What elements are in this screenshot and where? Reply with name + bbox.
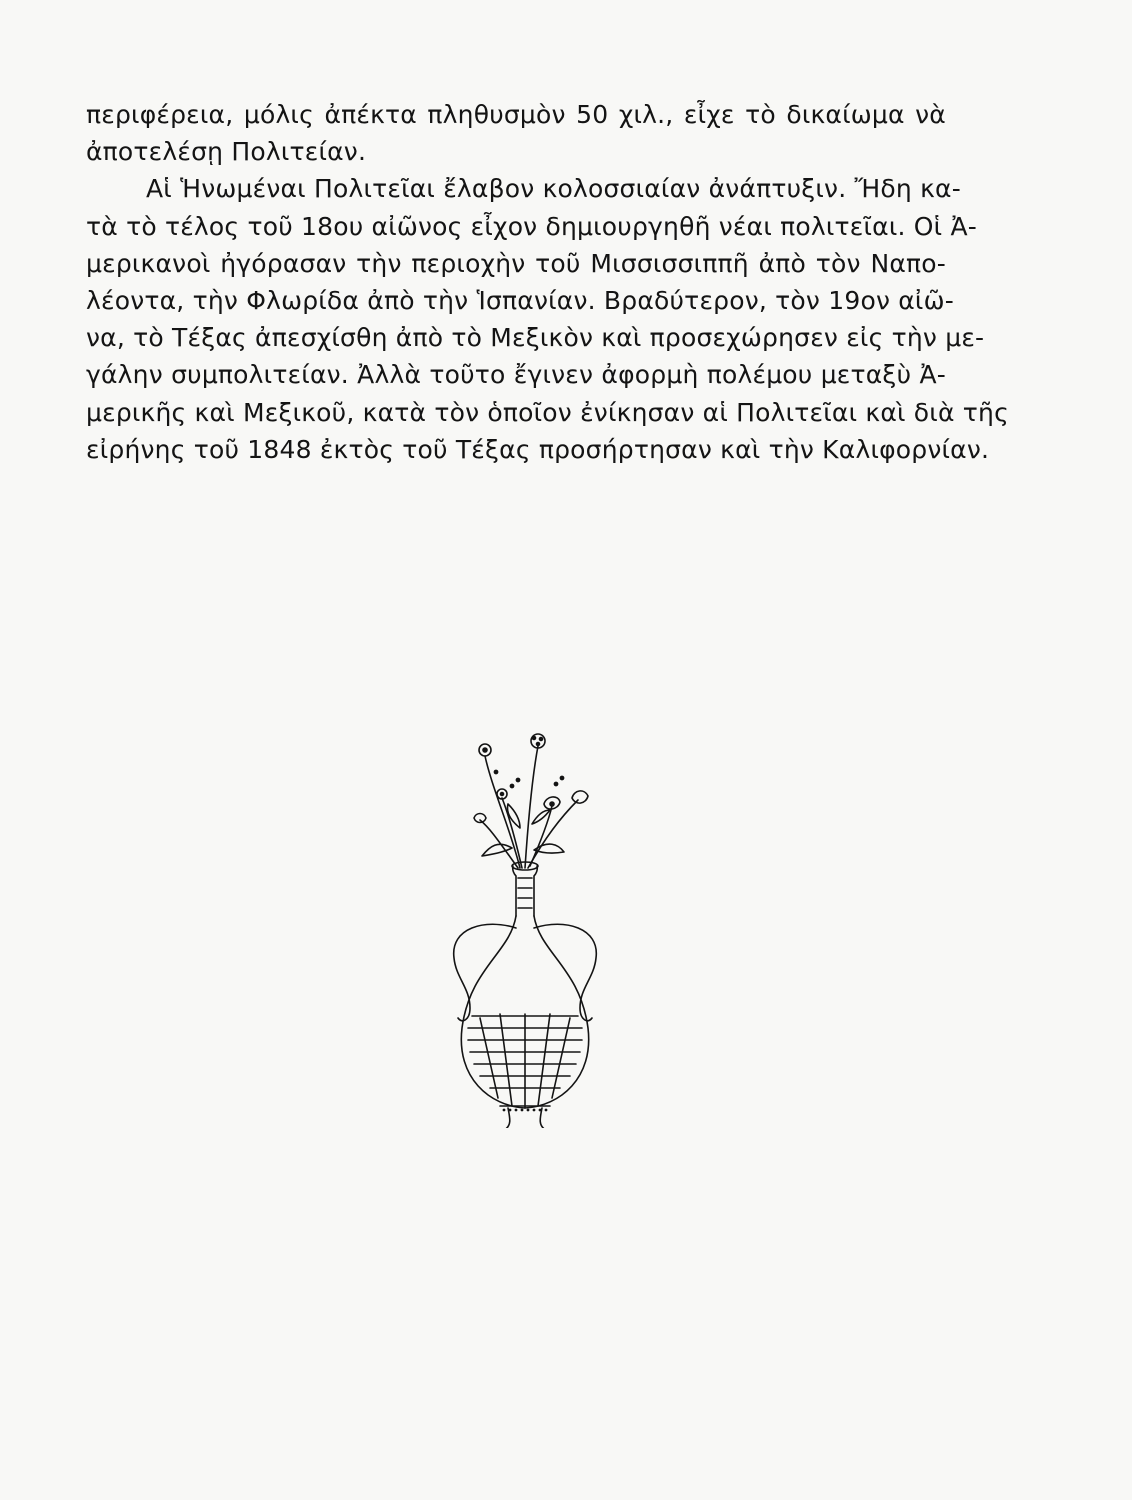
text-line: μερικῆς καὶ Μεξικοῦ, κατὰ τὸν ὁποῖον ἐνίκησαν αἱ Πολιτεῖαι καὶ διὰ τῆς bbox=[86, 397, 1009, 427]
text-line: εἰρήνης τοῦ 1848 ἐκτὸς τοῦ Τέξας προσήρτησαν καὶ τὴν Καλιφορνίαν. bbox=[86, 434, 990, 464]
body-text bbox=[86, 96, 1009, 468]
text-line: τὰ τὸ τέλος τοῦ 18ου αἰῶνος εἶχον δημιουργηθῆ νέαι πολιτεῖαι. Οἱ Ἀ- bbox=[86, 211, 977, 241]
text-line: περιφέρεια, μόλις ἀπέκτα πληθυσμὸν 50 χιλ., εἶχε τὸ δικαίωμα νὰ bbox=[86, 100, 946, 129]
text-line: ἀποτελέσῃ Πολιτείαν. bbox=[86, 137, 367, 167]
text-line: Αἱ Ἡνωμέναι Πολιτεῖαι ἔλαβον κολοσσιαίαν ἀνάπτυξιν. Ἤδη κα- bbox=[146, 174, 961, 204]
vase-with-flowers-icon bbox=[440, 728, 610, 1128]
text-line: να, τὸ Τέξας ἀπεσχίσθη ἀπὸ τὸ Μεξικὸν καὶ προσεχώρησεν εἰς τὴν με- bbox=[86, 323, 985, 353]
text-line: λέοντα, τὴν Φλωρίδα ἀπὸ τὴν Ἱσπανίαν. Βραδύτερον, τὸν 19ον αἰῶ- bbox=[86, 286, 954, 316]
text-line: γάλην συμπολιτείαν. Ἀλλὰ τοῦτο ἔγινεν ἀφορμὴ πολέμου μεταξὺ Ἀ- bbox=[86, 360, 946, 390]
text-line: μερικανοὶ ἠγόρασαν τὴν περιοχὴν τοῦ Μισσισσιππῆ ἀπὸ τὸν Ναπο- bbox=[86, 248, 946, 278]
